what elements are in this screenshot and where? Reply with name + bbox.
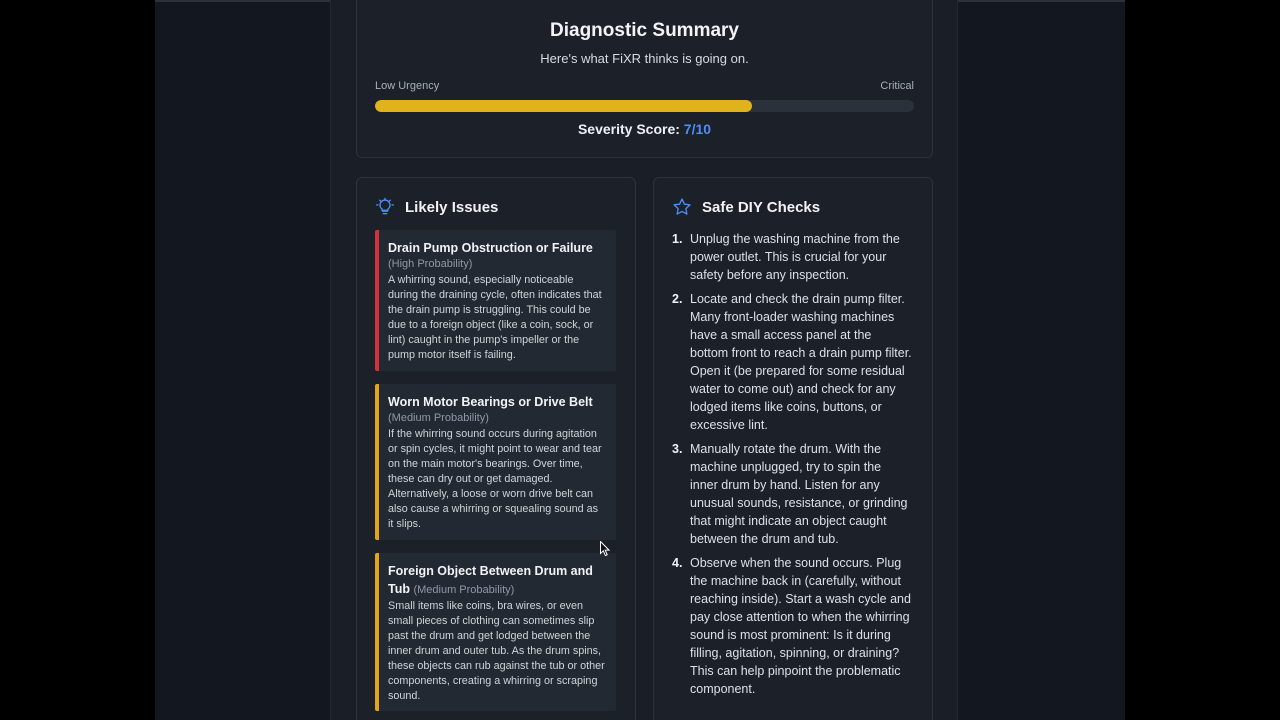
diy-step	[672, 230, 912, 284]
severity-bar	[375, 100, 914, 112]
issue-probability: (Medium Probability)	[388, 412, 489, 424]
diy-step	[672, 554, 912, 698]
step-number: 4.	[672, 556, 683, 570]
urgency-low-label: Low Urgency	[375, 80, 440, 92]
issue-description: A whirring sound, especially noticeable during the draining cycle, often indicates that the drain pump is struggling. This could be due to a foreign object (like a coin, sock, or lint) caught in the pump's impeller or the pump motor itself is failing.	[388, 274, 602, 361]
diy-steps-list	[672, 230, 912, 704]
likely-issues-heading: Likely Issues	[405, 198, 499, 216]
app-viewport	[155, 0, 1125, 720]
issue-title: Drain Pump Obstruction or Failure	[388, 241, 593, 255]
step-number: 1.	[672, 232, 683, 246]
diy-step	[672, 440, 912, 548]
issue-description: Small items like coins, bra wires, or even small pieces of clothing can sometimes slip past the drum and get lodged between the inner drum and outer tub. As the drum spins, these objects can rub against the tub or other components, creating a whirring or scraping sound.	[388, 600, 605, 702]
likely-issues-header	[375, 197, 498, 217]
step-text: Manually rotate the drum. With the machine unplugged, try to spin the inner drum by hand. Listen for any unusual sounds, resistance, or grinding that might indicate an object caught between the drum and tub.	[690, 442, 908, 546]
step-text: Locate and check the drain pump filter. Many front-loader washing machines have a small access panel at the bottom front to reach a drain pump filter. Open it (be prepared for some residual water to come out) and check for any lodged items like coins, buttons, or excessive lint.	[690, 292, 912, 432]
issue-probability: (Medium Probability)	[413, 584, 515, 596]
step-number: 2.	[672, 292, 683, 306]
issue-probability: (High Probability)	[388, 258, 473, 270]
summary-title: Diagnostic Summary	[550, 20, 739, 41]
severity-score-value: 7/10	[683, 121, 712, 137]
step-text: Unplug the washing machine from the power outlet. This is crucial for your safety before any inspection.	[690, 232, 900, 282]
issue-card	[375, 230, 616, 371]
diagnostic-summary-card	[356, 0, 933, 158]
lightbulb-icon	[375, 197, 395, 217]
likely-issues-card	[356, 177, 636, 720]
step-text: Observe when the sound occurs. Plug the machine back in (carefully, without reaching inside). Start a wash cycle and pay close attention to when the whirring sound is most prominent: Is it during filling, agitation, spinning, or draining? This can help pinpoint the problematic component.	[690, 556, 911, 696]
urgency-high-label: Critical	[880, 80, 914, 92]
mouse-cursor-icon	[600, 541, 610, 557]
safe-diy-checks-header	[672, 197, 820, 217]
star-icon	[672, 197, 692, 217]
issue-title-line	[388, 562, 606, 598]
results-page	[330, 0, 958, 720]
issue-card	[375, 384, 616, 540]
issue-description: If the whirring sound occurs during agitation or spin cycles, it might point to wear and tear on the main motor's bearings. Over time, these can dry out or get damaged. Alternatively, a loose or worn drive belt can also cause a whirring or squealing sound as it slips.	[388, 428, 602, 530]
issue-card	[375, 553, 616, 711]
safe-diy-checks-heading: Safe DIY Checks	[702, 198, 821, 216]
issue-title: Worn Motor Bearings or Drive Belt	[388, 395, 593, 409]
safe-diy-checks-card	[653, 177, 933, 720]
severity-bar-fill	[375, 100, 752, 112]
severity-score	[357, 121, 932, 137]
issue-title: Foreign Object Between Drum and Tub	[388, 564, 593, 596]
severity-score-label: Severity Score:	[577, 121, 680, 137]
step-number: 3.	[672, 442, 683, 456]
diy-step	[672, 290, 912, 434]
summary-subtitle: Here's what FiXR thinks is going on.	[540, 51, 749, 66]
